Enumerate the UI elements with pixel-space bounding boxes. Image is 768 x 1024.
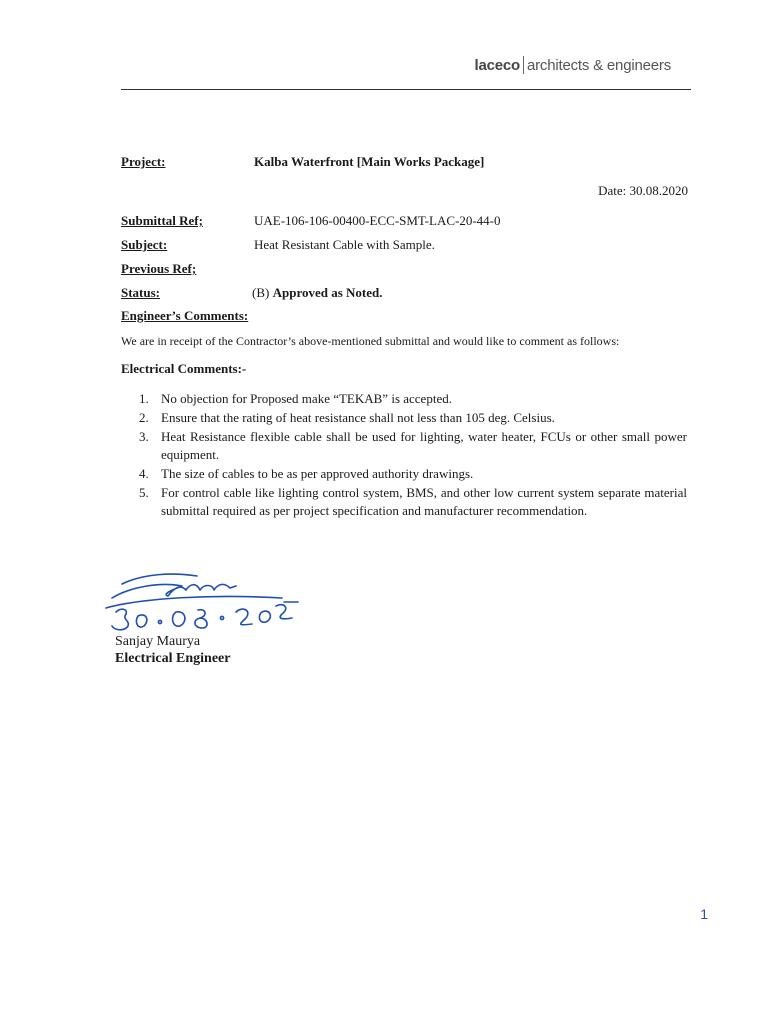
status-text: Approved as Noted. (272, 285, 383, 300)
project-label: Project: (121, 154, 166, 169)
logo-brand: laceco (474, 56, 520, 74)
page-number: 1 (700, 906, 708, 922)
subject-value: Heat Resistant Cable with Sample. (254, 237, 435, 252)
status-value (252, 285, 383, 301)
subject-label: Subject: (121, 237, 168, 252)
list-item: 4. The size of cables to be as per approved authority drawings. (139, 466, 474, 481)
signatory-name: Sanjay Maurya (115, 634, 201, 649)
company-logo (474, 56, 671, 74)
electrical-comments-list (121, 390, 687, 521)
list-item: 2. Ensure that the rating of heat resistance shall not less than 105 deg. Celsius. (139, 410, 555, 425)
electrical-comments-heading: Electrical Comments:- (121, 361, 247, 376)
handwritten-signature (102, 568, 302, 640)
signatory-title: Electrical Engineer (115, 651, 231, 666)
project-value: Kalba Waterfront [Main Works Package] (254, 154, 485, 169)
engineers-comments-label: Engineer’s Comments: (121, 308, 249, 323)
comments-intro: We are in receipt of the Contractor’s above-mentioned submittal and would like to comment as follows: (121, 334, 620, 348)
list-item: 5. For control cable like lighting control system, BMS, and other low current system separate material submittal required as per project specification and manufacturer recommendation. (139, 485, 687, 518)
status-code: (B) (252, 285, 270, 300)
status-label: Status: (121, 285, 161, 300)
submittal-ref-value: UAE-106-106-00400-ECC-SMT-LAC-20-44-0 (254, 213, 501, 228)
previous-ref-label: Previous Ref; (121, 261, 197, 276)
header-rule (121, 89, 691, 90)
list-item: 3. Heat Resistance flexible cable shall be used for lighting, water heater, FCUs or other small power equipment. (139, 429, 687, 462)
list-item: 1. No objection for Proposed make “TEKAB” is accepted. (139, 391, 452, 406)
submittal-ref-label: Submittal Ref; (121, 213, 203, 228)
document-date: Date: 30.08.2020 (598, 183, 688, 198)
logo-divider (523, 56, 524, 74)
logo-tagline: architects & engineers (526, 56, 671, 74)
